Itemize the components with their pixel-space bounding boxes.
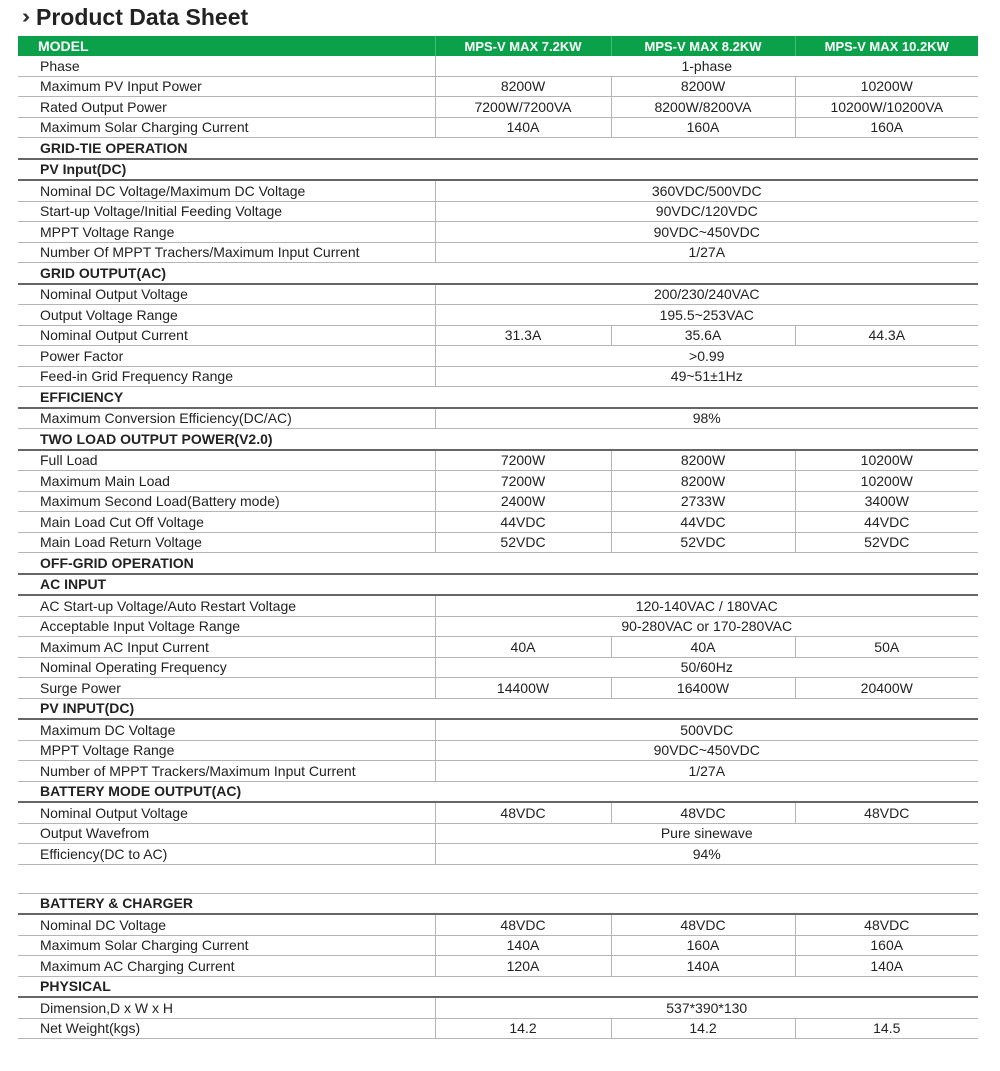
spec-label: Nominal Operating Frequency <box>18 657 435 678</box>
spec-row <box>18 657 978 678</box>
section-header-row <box>18 387 978 408</box>
spec-value: 140A <box>435 117 611 138</box>
spec-row <box>18 823 978 844</box>
spec-label: AC Start-up Voltage/Auto Restart Voltage <box>18 595 435 616</box>
spec-label: Maximum AC Input Current <box>18 637 435 658</box>
spec-row <box>18 678 978 699</box>
spec-label: Acceptable Input Voltage Range <box>18 616 435 637</box>
spec-label: Output Voltage Range <box>18 305 435 326</box>
spec-value: 44VDC <box>435 512 611 533</box>
spec-value: 10200W <box>795 471 978 492</box>
spec-label: Start-up Voltage/Initial Feeding Voltage <box>18 201 435 222</box>
spec-row <box>18 1018 978 1039</box>
spec-label: Maximum Conversion Efficiency(DC/AC) <box>18 408 435 429</box>
spec-row <box>18 956 978 977</box>
spec-row <box>18 242 978 263</box>
spec-label: Main Load Cut Off Voltage <box>18 512 435 533</box>
spec-label: Nominal Output Voltage <box>18 284 435 305</box>
spec-row <box>18 997 978 1018</box>
spec-value: 40A <box>435 637 611 658</box>
spec-label: Power Factor <box>18 346 435 367</box>
spec-row <box>18 616 978 637</box>
spec-value: 120A <box>435 956 611 977</box>
spec-label: Nominal DC Voltage/Maximum DC Voltage <box>18 180 435 201</box>
spec-row <box>18 532 978 553</box>
spec-value: 14400W <box>435 678 611 699</box>
section-title: GRID-TIE OPERATION <box>18 138 978 159</box>
spec-value: 140A <box>435 935 611 956</box>
spec-row <box>18 491 978 512</box>
spec-value: 8200W <box>611 471 795 492</box>
spec-value: 7200W/7200VA <box>435 97 611 118</box>
spec-value: 40A <box>611 637 795 658</box>
spec-label: Maximum Solar Charging Current <box>18 117 435 138</box>
header-model-7-2kw: MPS-V MAX 7.2KW <box>435 36 611 56</box>
spec-value: 14.5 <box>795 1018 978 1039</box>
spec-value: 7200W <box>435 471 611 492</box>
spec-label: Full Load <box>18 450 435 471</box>
spec-row <box>18 366 978 387</box>
section-header-row <box>18 976 978 997</box>
spec-value: 160A <box>795 117 978 138</box>
spec-row <box>18 450 978 471</box>
spec-label: Maximum Second Load(Battery mode) <box>18 491 435 512</box>
section-title: BATTERY MODE OUTPUT(AC) <box>18 781 978 802</box>
spec-value: 1/27A <box>435 242 978 263</box>
spec-value: 360VDC/500VDC <box>435 180 978 201</box>
spec-value: 44VDC <box>611 512 795 533</box>
section-title: TWO LOAD OUTPUT POWER(V2.0) <box>18 429 978 450</box>
spec-value: 48VDC <box>611 914 795 935</box>
spec-value: 8200W <box>611 76 795 97</box>
spec-value: 90VDC~450VDC <box>435 740 978 761</box>
section-title: AC INPUT <box>18 574 978 596</box>
spec-value: 50A <box>795 637 978 658</box>
section-title: PV Input(DC) <box>18 159 978 181</box>
spec-value: 49~51±1Hz <box>435 366 978 387</box>
spec-value: 195.5~253VAC <box>435 305 978 326</box>
spec-value: >0.99 <box>435 346 978 367</box>
section-title: OFF-GRID OPERATION <box>18 553 978 574</box>
spec-row <box>18 471 978 492</box>
spec-label: MPPT Voltage Range <box>18 222 435 243</box>
spec-value: 140A <box>795 956 978 977</box>
section-title: GRID OUTPUT(AC) <box>18 263 978 284</box>
spec-value: 160A <box>611 935 795 956</box>
section-header-row <box>18 263 978 284</box>
spec-row <box>18 408 978 429</box>
header-model-10-2kw: MPS-V MAX 10.2KW <box>795 36 978 56</box>
spec-value: 14.2 <box>435 1018 611 1039</box>
spec-value: 90VDC~450VDC <box>435 222 978 243</box>
spec-label: Net Weight(kgs) <box>18 1018 435 1039</box>
spec-value: 120-140VAC / 180VAC <box>435 595 978 616</box>
spec-row <box>18 761 978 782</box>
spec-label: Number of MPPT Trackers/Maximum Input Current <box>18 761 435 782</box>
spec-value: 500VDC <box>435 719 978 740</box>
spec-value: 44VDC <box>795 512 978 533</box>
spec-row <box>18 97 978 118</box>
spec-value: 35.6A <box>611 325 795 346</box>
spec-label: Number Of MPPT Trachers/Maximum Input Current <box>18 242 435 263</box>
spec-row <box>18 117 978 138</box>
section-header-row <box>18 553 978 574</box>
spec-value: 31.3A <box>435 325 611 346</box>
spec-value: 200/230/240VAC <box>435 284 978 305</box>
spec-label: Efficiency(DC to AC) <box>18 844 435 865</box>
spec-value: 160A <box>611 117 795 138</box>
header-model-8-2kw: MPS-V MAX 8.2KW <box>611 36 795 56</box>
spec-row <box>18 637 978 658</box>
spec-row <box>18 284 978 305</box>
spec-row <box>18 512 978 533</box>
spec-label: Output Wavefrom <box>18 823 435 844</box>
spec-value: 10200W <box>795 76 978 97</box>
spec-row <box>18 325 978 346</box>
spec-value: 10200W/10200VA <box>795 97 978 118</box>
spec-value: 52VDC <box>795 532 978 553</box>
spec-value: 1-phase <box>435 56 978 76</box>
spec-label: MPPT Voltage Range <box>18 740 435 761</box>
spec-row <box>18 346 978 367</box>
header-model: MODEL <box>18 36 435 56</box>
section-header-row <box>18 698 978 719</box>
spec-value: 48VDC <box>795 802 978 823</box>
spec-label: Maximum DC Voltage <box>18 719 435 740</box>
spec-row <box>18 719 978 740</box>
section-title: EFFICIENCY <box>18 387 978 408</box>
spec-value: 90VDC/120VDC <box>435 201 978 222</box>
page-title-text: Product Data Sheet <box>35 4 249 30</box>
section-title: PV INPUT(DC) <box>18 698 978 719</box>
spec-value: 2733W <box>611 491 795 512</box>
spec-label: Rated Output Power <box>18 97 435 118</box>
spec-value: 2400W <box>435 491 611 512</box>
spec-value: 10200W <box>795 450 978 471</box>
spec-row <box>18 914 978 935</box>
section-title: BATTERY & CHARGER <box>18 893 978 914</box>
page-title <box>22 4 248 31</box>
spec-row <box>18 844 978 865</box>
section-header-row <box>18 429 978 450</box>
spec-value: Pure sinewave <box>435 823 978 844</box>
spec-row <box>18 802 978 823</box>
spec-row <box>18 740 978 761</box>
spec-row <box>18 935 978 956</box>
spec-value: 50/60Hz <box>435 657 978 678</box>
spec-value: 8200W <box>611 450 795 471</box>
spec-label: Maximum Main Load <box>18 471 435 492</box>
spec-value: 52VDC <box>435 532 611 553</box>
spec-label: Surge Power <box>18 678 435 699</box>
spec-value: 8200W <box>435 76 611 97</box>
spec-row <box>18 56 978 76</box>
section-header-row <box>18 781 978 802</box>
spec-row <box>18 305 978 326</box>
spec-value: 140A <box>611 956 795 977</box>
spacer-cell <box>18 864 978 893</box>
spec-value: 48VDC <box>611 802 795 823</box>
spec-label: Nominal Output Voltage <box>18 802 435 823</box>
section-title: PHYSICAL <box>18 976 978 997</box>
spec-value: 3400W <box>795 491 978 512</box>
spec-label: Maximum Solar Charging Current <box>18 935 435 956</box>
spec-value: 90-280VAC or 170-280VAC <box>435 616 978 637</box>
spec-value: 48VDC <box>435 914 611 935</box>
spec-label: Maximum PV Input Power <box>18 76 435 97</box>
spec-value: 1/27A <box>435 761 978 782</box>
spec-value: 94% <box>435 844 978 865</box>
section-header-row <box>18 574 978 596</box>
spec-label: Feed-in Grid Frequency Range <box>18 366 435 387</box>
spec-row <box>18 76 978 97</box>
spec-label: Maximum AC Charging Current <box>18 956 435 977</box>
section-header-row <box>18 159 978 181</box>
section-header-row <box>18 893 978 914</box>
spec-value: 98% <box>435 408 978 429</box>
spec-row <box>18 595 978 616</box>
spec-value: 7200W <box>435 450 611 471</box>
spec-label: Main Load Return Voltage <box>18 532 435 553</box>
spec-value: 48VDC <box>435 802 611 823</box>
spec-value: 14.2 <box>611 1018 795 1039</box>
section-header-row <box>18 138 978 159</box>
spec-label: Dimension,D x W x H <box>18 997 435 1018</box>
spec-table <box>18 36 978 1039</box>
spec-row <box>18 180 978 201</box>
spec-label: Phase <box>18 56 435 76</box>
spacer-row <box>18 864 978 893</box>
spec-value: 537*390*130 <box>435 997 978 1018</box>
spec-value: 44.3A <box>795 325 978 346</box>
spec-value: 52VDC <box>611 532 795 553</box>
double-chevron-icon: ››› <box>22 6 24 28</box>
spec-value: 20400W <box>795 678 978 699</box>
spec-value: 160A <box>795 935 978 956</box>
spec-row <box>18 201 978 222</box>
spec-table-body <box>18 56 978 1039</box>
spec-label: Nominal Output Current <box>18 325 435 346</box>
spec-row <box>18 222 978 243</box>
header-row <box>18 36 978 56</box>
spec-value: 48VDC <box>795 914 978 935</box>
spec-value: 8200W/8200VA <box>611 97 795 118</box>
spec-value: 16400W <box>611 678 795 699</box>
spec-label: Nominal DC Voltage <box>18 914 435 935</box>
